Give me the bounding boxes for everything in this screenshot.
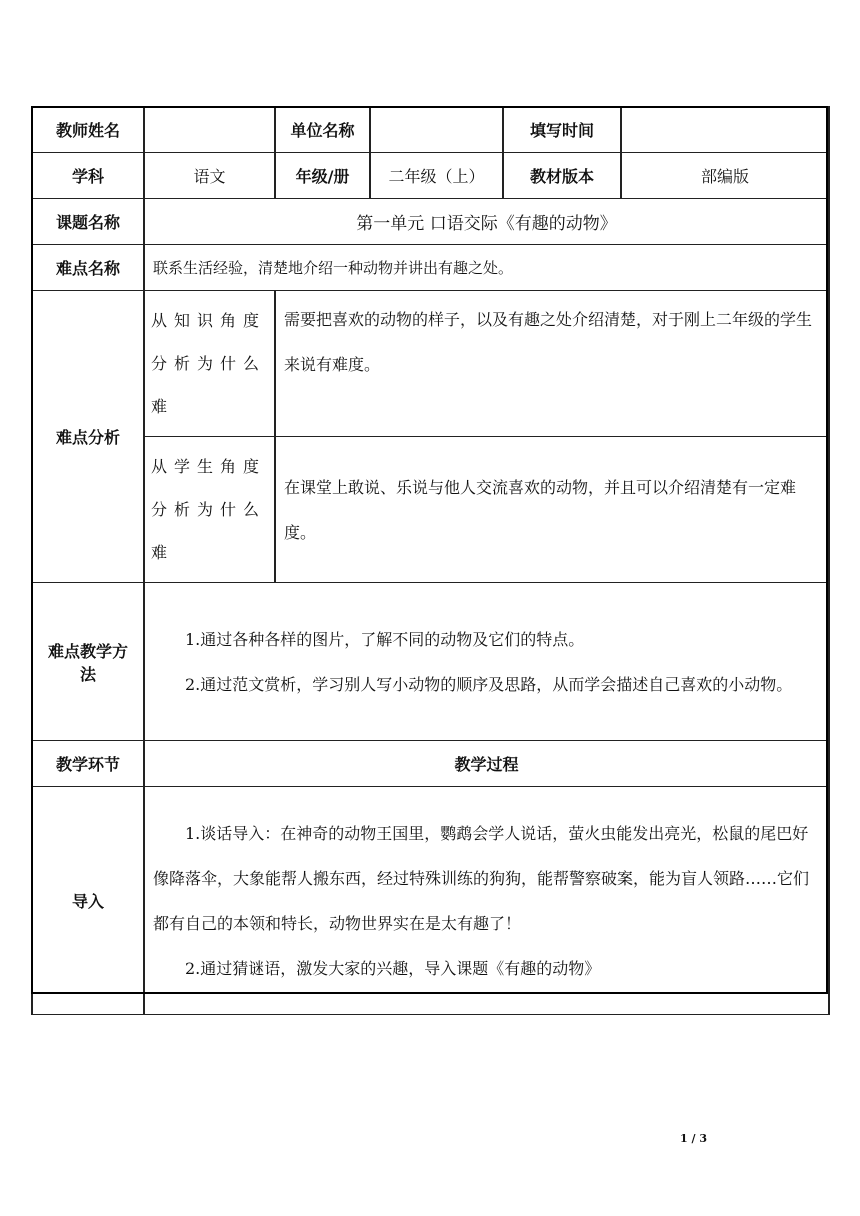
intro-item-2: 2.通过猜谜语，激发大家的兴趣，导入课题《有趣的动物》 xyxy=(185,958,601,978)
process-header: 教学过程 xyxy=(144,741,829,787)
grade-value: 二年级（上） xyxy=(370,153,503,199)
analysis-label: 难点分析 xyxy=(32,291,144,583)
edition-label: 教材版本 xyxy=(503,153,621,199)
stage-header: 教学环节 xyxy=(32,741,144,787)
unit-name-value xyxy=(370,107,503,153)
subject-value: 语文 xyxy=(144,153,275,199)
topic-value: 第一单元 口语交际《有趣的动物》 xyxy=(144,199,829,245)
method-row xyxy=(32,583,829,741)
topic-row xyxy=(32,199,829,245)
process-header-row xyxy=(32,741,829,787)
lesson-plan-table xyxy=(31,106,830,1015)
knowledge-angle-label: 从知识角度分析为什么难 xyxy=(144,291,275,437)
analysis-knowledge-row xyxy=(32,291,829,437)
student-angle-text: 在课堂上敢说、乐说与他人交流喜欢的动物，并且可以介绍清楚有一定难度。 xyxy=(275,437,829,583)
teacher-name-value xyxy=(144,107,275,153)
analysis-student-row xyxy=(32,437,829,583)
method-item-1: 1.通过各种各样的图片，了解不同的动物及它们的特点。 xyxy=(185,629,585,649)
fill-time-label: 填写时间 xyxy=(503,107,621,153)
subject-label: 学科 xyxy=(32,153,144,199)
difficulty-label: 难点名称 xyxy=(32,245,144,291)
fill-time-value xyxy=(621,107,829,153)
unit-name-label: 单位名称 xyxy=(275,107,370,153)
method-item-2: 2.通过范文赏析，学习别人写小动物的顺序及思路，从而学会描述自己喜欢的小动物。 xyxy=(185,674,793,694)
method-label: 难点教学方法 xyxy=(32,583,144,741)
intro-row xyxy=(32,787,829,1015)
edition-value: 部编版 xyxy=(621,153,829,199)
difficulty-value: 联系生活经验，清楚地介绍一种动物并讲出有趣之处。 xyxy=(144,245,829,291)
topic-label: 课题名称 xyxy=(32,199,144,245)
intro-content xyxy=(144,787,829,1015)
intro-label: 导入 xyxy=(32,787,144,1015)
page-number: 1 / 3 xyxy=(680,1132,707,1145)
method-content xyxy=(144,583,829,741)
grade-label: 年级/册 xyxy=(275,153,370,199)
difficulty-row xyxy=(32,245,829,291)
student-angle-label: 从学生角度分析为什么难 xyxy=(144,437,275,583)
subject-row xyxy=(32,153,829,199)
knowledge-angle-text: 需要把喜欢的动物的样子，以及有趣之处介绍清楚，对于刚上二年级的学生来说有难度。 xyxy=(275,291,829,437)
intro-item-1: 1.谈话导入：在神奇的动物王国里，鹦鹉会学人说话，萤火虫能发出亮光，松鼠的尾巴好像降落伞，大象能帮人搬东西，经过特殊训练的狗狗，能帮警察破案，能为盲人领路……它们都有自己的本领和特长，动物世界实在是太有趣了！ xyxy=(153,823,810,933)
header-row xyxy=(32,107,829,153)
teacher-name-label: 教师姓名 xyxy=(32,107,144,153)
